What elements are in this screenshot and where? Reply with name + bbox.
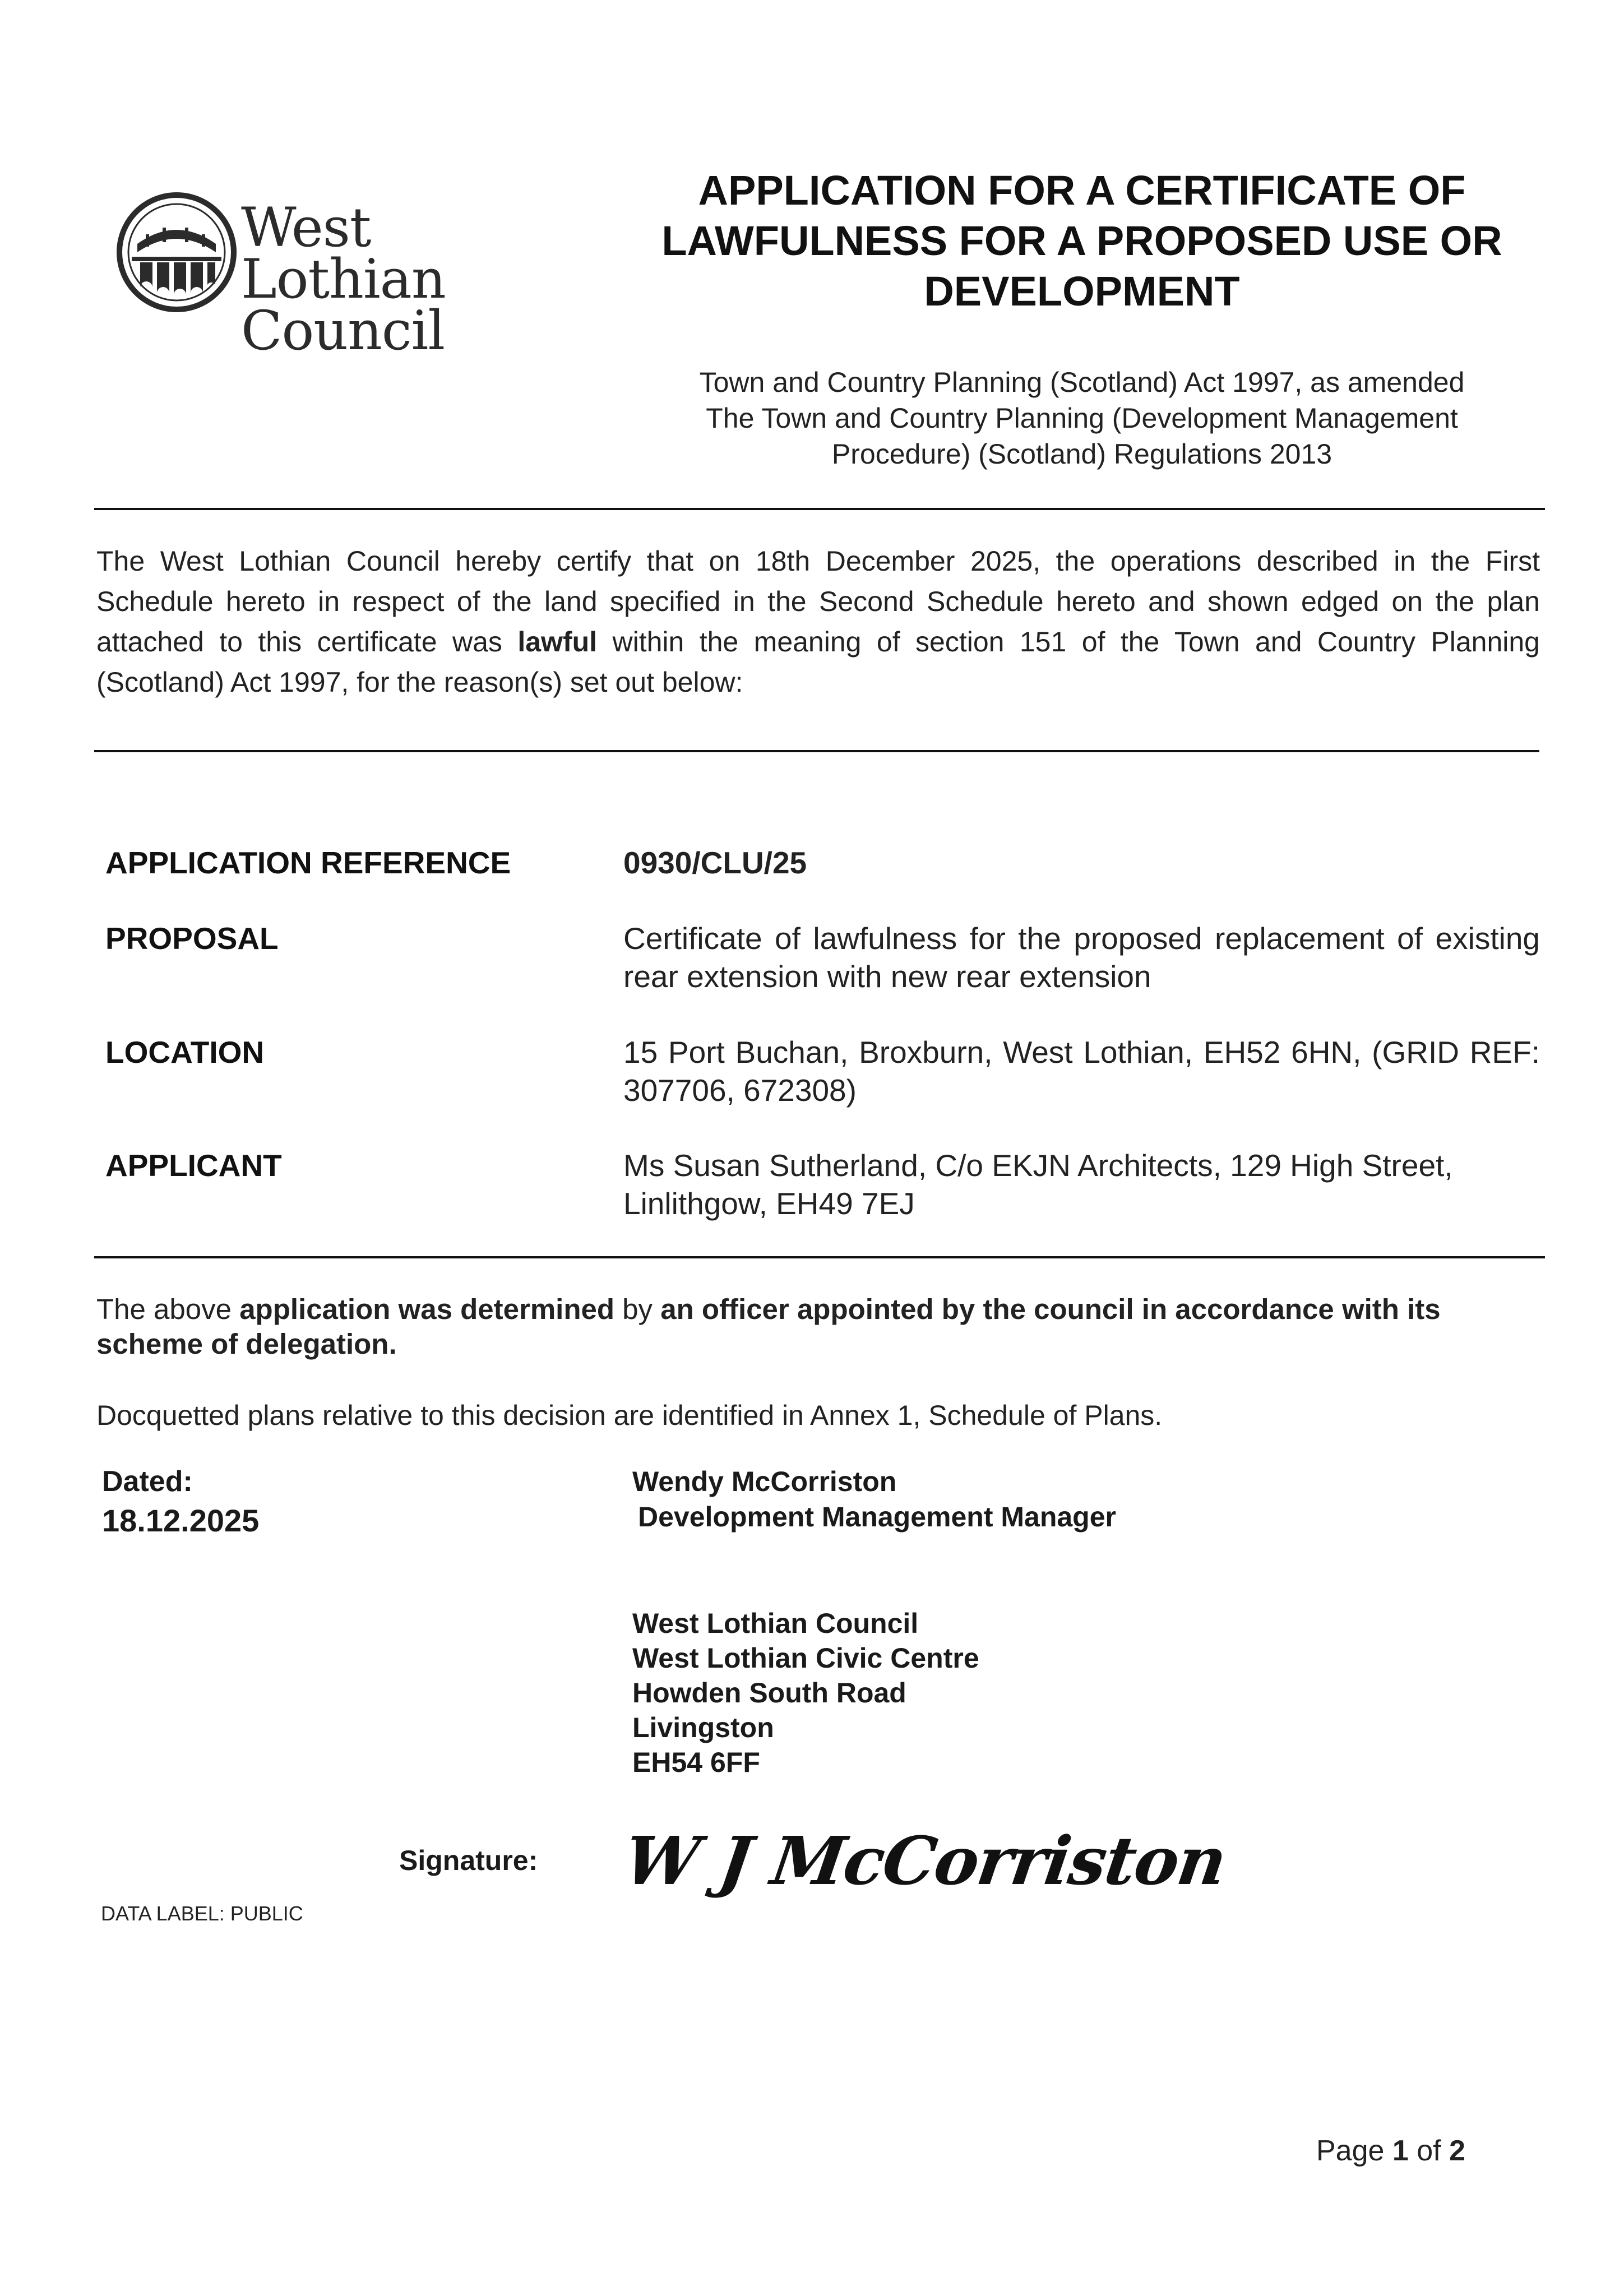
officer-name: Wendy McCorriston xyxy=(632,1466,897,1497)
council-address xyxy=(632,1606,979,1780)
address-line-2: West Lothian Civic Centre xyxy=(632,1642,979,1674)
logo-line-1: West Lothian xyxy=(241,196,446,311)
cert-text-after: within the meaning of section 151 of the Town and Country Planning (Scotland) Act 1997, for the reason(s) set out below: xyxy=(96,626,1540,698)
determination-part-4: an officer appointed by the council in accordance with its scheme of delegation. xyxy=(96,1293,1441,1360)
signature-label: Signature: xyxy=(399,1845,538,1876)
location-label: LOCATION xyxy=(105,1035,265,1070)
determination-statement xyxy=(96,1292,1532,1362)
address-line-5: EH54 6FF xyxy=(632,1747,760,1778)
dated-value: 18.12.2025 xyxy=(102,1503,260,1538)
divider-3 xyxy=(94,1256,1545,1258)
docquetted-plans-note: Docquetted plans relative to this decision are identified in Annex 1, Schedule of Plans. xyxy=(96,1400,1163,1431)
page-of-word: of xyxy=(1417,2135,1441,2167)
data-label: DATA LABEL: PUBLIC xyxy=(101,1902,303,1925)
legislation-block xyxy=(628,364,1536,472)
title-line-2: LAWFULNESS FOR A PROPOSED USE OR xyxy=(661,217,1502,264)
page-current: 1 xyxy=(1392,2135,1409,2167)
title-line-1: APPLICATION FOR A CERTIFICATE OF xyxy=(698,167,1466,214)
reference-label: APPLICATION REFERENCE xyxy=(105,845,511,880)
viaduct-emblem-icon xyxy=(115,191,238,314)
cert-text-before: The West Lothian Council hereby certify that on 18th December 2025, the operations described in the First Schedule hereto in respect of the land specified in the Second Schedule hereto and shown edged on the plan attached to this certificate was xyxy=(96,545,1540,658)
page-word: Page xyxy=(1316,2135,1385,2167)
document-title xyxy=(628,165,1536,317)
address-line-1: West Lothian Council xyxy=(632,1608,919,1639)
location-value: 15 Port Buchan, Broxburn, West Lothian, EH52 6HN, (GRID REF: 307706, 672308) xyxy=(623,1035,1540,1108)
address-line-4: Livingston xyxy=(632,1712,774,1743)
applicant-label: APPLICANT xyxy=(105,1148,282,1183)
title-line-3: DEVELOPMENT xyxy=(924,268,1240,314)
signature-image: W J McCorriston xyxy=(619,1822,1230,1900)
officer-title: Development Management Manager xyxy=(638,1501,1116,1533)
logo-line-2: Council xyxy=(241,299,445,362)
council-logo xyxy=(115,185,563,362)
divider-2 xyxy=(94,750,1539,752)
dated-label: Dated: xyxy=(102,1465,193,1498)
determination-part-3: by xyxy=(614,1293,661,1325)
divider-1 xyxy=(94,508,1545,510)
applicant-value: Ms Susan Sutherland, C/o EKJN Architects, 129 High Street, Linlithgow, EH49 7EJ xyxy=(623,1148,1453,1221)
reference-value: 0930/CLU/25 xyxy=(623,845,807,880)
proposal-value: Certificate of lawfulness for the proposed replacement of existing rear extension with new rear extension xyxy=(623,921,1540,994)
determination-part-1: The above xyxy=(96,1293,240,1325)
logo-wordmark xyxy=(241,196,563,362)
proposal-label: PROPOSAL xyxy=(105,921,279,956)
address-line-3: Howden South Road xyxy=(632,1677,906,1709)
page-total: 2 xyxy=(1449,2135,1466,2167)
certification-paragraph xyxy=(96,541,1540,702)
act-line-2: The Town and Country Planning (Development Management xyxy=(706,402,1458,434)
act-line-1: Town and Country Planning (Scotland) Act 1997, as amended xyxy=(699,367,1465,398)
cert-bold-lawful: lawful xyxy=(517,626,598,658)
page-indicator xyxy=(1316,2133,1465,2169)
determination-part-2: application was determined xyxy=(239,1293,615,1325)
act-line-3: Procedure) (Scotland) Regulations 2013 xyxy=(831,438,1332,470)
